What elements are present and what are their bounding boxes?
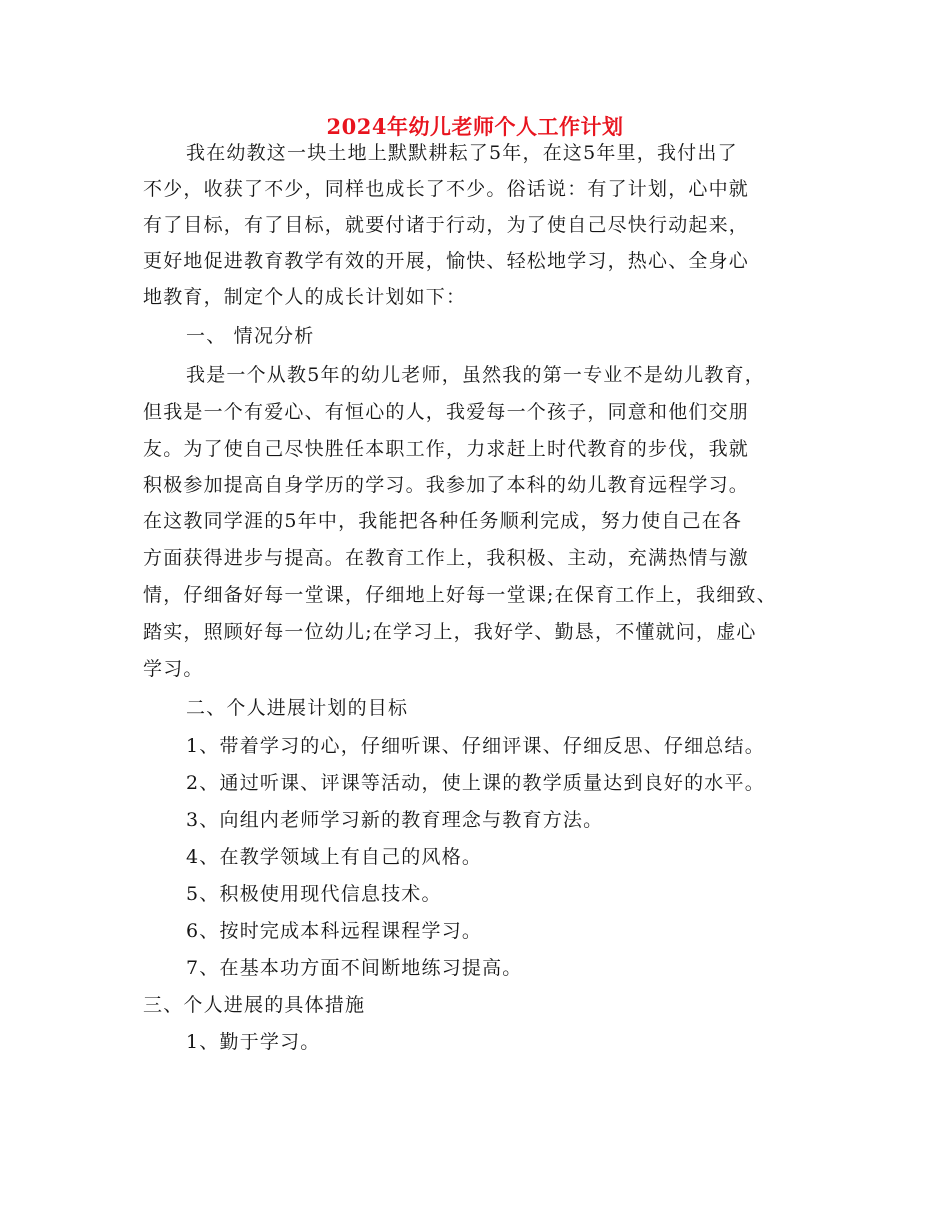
goal-item-2: 2、通过听课、评课等活动，使上课的教学质量达到良好的水平。	[186, 772, 765, 794]
paragraph-line-analysis-8: 踏实，照顾好每一位幼儿;在学习上，我好学、勤恳，不懂就问，虚心	[143, 621, 757, 643]
measure-item-1: 1、勤于学习。	[186, 1031, 321, 1053]
goal-item-4: 4、在教学领域上有自己的风格。	[186, 846, 483, 868]
goal-item-7: 7、在基本功方面不间断地练习提高。	[186, 957, 523, 979]
paragraph-line-analysis-3: 友。为了使自己尽快胜任本职工作，力求赶上时代教育的步伐，我就	[143, 438, 750, 460]
section-heading-2: 二、个人进展计划的目标	[186, 697, 409, 719]
paragraph-line-analysis-6: 方面获得进步与提高。在教育工作上，我积极、主动，充满热情与激	[143, 547, 750, 569]
paragraph-line-analysis-2: 但我是一个有爱心、有恒心的人，我爱每一个孩子，同意和他们交朋	[143, 401, 750, 423]
goal-item-6: 6、按时完成本科远程课程学习。	[186, 920, 483, 942]
goal-item-3: 3、向组内老师学习新的教育理念与教育方法。	[186, 809, 604, 831]
paragraph-line-intro-4: 更好地促进教育教学有效的开展，愉快、轻松地学习，热心、全身心	[143, 250, 750, 272]
paragraph-line-analysis-7: 情，仔细备好每一堂课，仔细地上好每一堂课;在保育工作上，我细致、	[143, 584, 777, 606]
paragraph-line-analysis-4: 积极参加提高自身学历的学习。我参加了本科的幼儿教育远程学习。	[143, 474, 750, 496]
paragraph-line-intro-2: 不少，收获了不少，同样也成长了不少。俗话说：有了计划，心中就	[143, 178, 750, 200]
paragraph-line-analysis-9: 学习。	[143, 658, 204, 680]
paragraph-line-analysis-1: 我是一个从教5年的幼儿老师，虽然我的第一专业不是幼儿教育，	[186, 364, 765, 386]
paragraph-line-intro-5: 地教育，制定个人的成长计划如下：	[143, 286, 467, 308]
goal-item-5: 5、积极使用现代信息技术。	[186, 883, 442, 905]
paragraph-line-intro-1: 我在幼教这一块土地上默默耕耘了5年，在这5年里，我付出了	[186, 142, 738, 164]
goal-item-1: 1、带着学习的心，仔细听课、仔细评课、仔细反思、仔细总结。	[186, 735, 765, 757]
paragraph-line-intro-3: 有了目标，有了目标，就要付诸于行动，为了使自己尽快行动起来，	[143, 214, 750, 236]
paragraph-line-analysis-5: 在这教同学涯的5年中，我能把各种任务顺利完成，努力使自己在各	[143, 510, 743, 532]
section-heading-3: 三、个人进展的具体措施	[143, 994, 366, 1016]
document-title: 2024年幼儿老师个人工作计划	[326, 114, 624, 139]
section-heading-1: 一、 情况分析	[186, 325, 315, 347]
